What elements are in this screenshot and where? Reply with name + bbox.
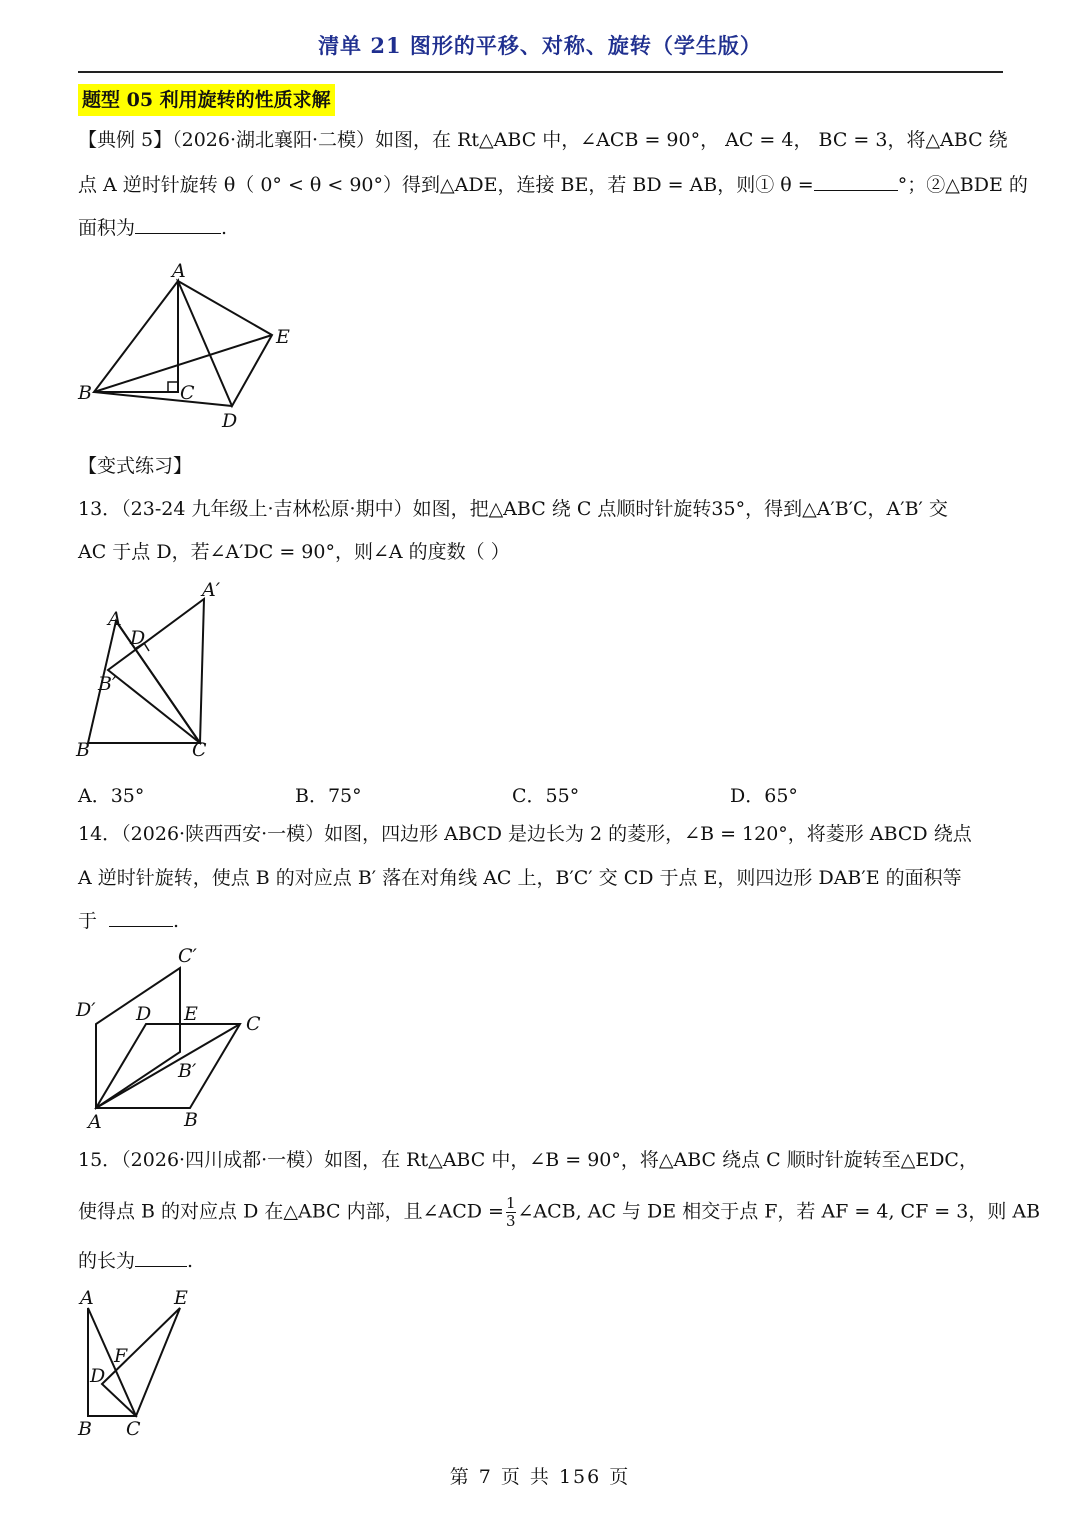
example5-line3 <box>78 213 227 242</box>
q14-line2: A 逆时针旋转，使点 B 的对应点 B′ 落在对角线 AC 上，B′C′ 交 CD 于点 E，则四边形 DAB′E 的面积等 <box>78 867 962 889</box>
q15-line3-tail: . <box>187 1250 194 1272</box>
segment-bd <box>94 392 232 406</box>
label-d: D <box>136 1003 152 1025</box>
fraction-one-third <box>506 1195 516 1230</box>
label-d: D <box>90 1365 106 1387</box>
answer-blank <box>135 213 221 234</box>
fraction-numerator: 1 <box>505 1194 516 1212</box>
figure-q14 <box>70 940 270 1135</box>
q14-line3-tail: . <box>173 910 180 932</box>
q15-line2 <box>78 1195 1040 1230</box>
label-f: F <box>114 1345 128 1367</box>
label-b: B <box>76 739 90 761</box>
page-footer: 第 7 页 共 156 页 <box>449 1466 631 1488</box>
figure-q15 <box>70 1282 210 1447</box>
answer-blank <box>135 1246 187 1267</box>
label-b: B <box>78 1418 92 1440</box>
label-c: C <box>192 739 207 761</box>
example5-line1: 【典例 5】（2026·湖北襄阳·二模）如图，在 Rt△ABC 中，∠ACB = 90°， AC = 4， BC = 3，将△ABC 绕 <box>78 129 1008 151</box>
label-e: E <box>276 326 290 348</box>
q13-option-c: C．55° <box>512 785 580 807</box>
label-e: E <box>174 1287 188 1309</box>
q13-option-b: B．75° <box>295 785 362 807</box>
label-e: E <box>184 1003 198 1025</box>
label-a: A <box>172 260 186 282</box>
fraction-denominator: 3 <box>505 1212 516 1230</box>
label-d-prime: D′ <box>76 999 96 1021</box>
answer-blank <box>109 906 173 927</box>
q13-line2: AC 于点 D，若∠A′DC = 90°，则∠A 的度数（ ） <box>78 541 510 563</box>
label-c: C <box>180 382 195 404</box>
triangle-abc <box>94 281 178 392</box>
q15-line2-text-a: 使得点 B 的对应点 D 在△ABC 内部，且∠ACD = <box>78 1200 504 1223</box>
example5-line3-text: 面积为 <box>78 217 136 239</box>
q15-line3 <box>78 1246 193 1275</box>
page-header-title: 清单 21 图形的平移、对称、旋转（学生版） <box>318 33 762 58</box>
label-a: A <box>80 1287 94 1309</box>
q13-line1: 13．（23-24 九年级上·吉林松原·期中）如图，把△ABC 绕 C 点顺时针旋转35°，得到△A′B′C，A′B′ 交 <box>78 498 948 520</box>
q14-line1: 14．（2026·陕西西安·一模）如图，四边形 ABCD 是边长为 2 的菱形，∠B = 120°，将菱形 ABCD 绕点 <box>78 823 972 845</box>
q15-line2-text-b: ∠ACB, AC 与 DE 相交于点 F，若 AF = 4, CF = 3，则 AB <box>517 1200 1041 1223</box>
diagonal-ac <box>96 1024 240 1108</box>
answer-blank <box>814 170 898 191</box>
q13-option-d: D．65° <box>730 785 798 807</box>
example5-line3-tail: . <box>221 217 228 239</box>
label-d: D <box>222 410 238 432</box>
q14-line3-text: 于 <box>78 910 98 932</box>
label-d: D <box>130 627 146 649</box>
section-tag: 题型 05 利用旋转的性质求解 <box>78 84 335 116</box>
label-b: B <box>184 1109 198 1131</box>
label-b: B <box>78 382 92 404</box>
label-b-prime: B′ <box>178 1060 197 1082</box>
label-a: A <box>108 608 122 630</box>
triangle-a1b1c <box>108 599 204 743</box>
label-c: C <box>126 1418 141 1440</box>
label-a: A <box>88 1111 102 1133</box>
example5-line2-tail: °；②△BDE 的 <box>897 174 1028 196</box>
label-c: C <box>246 1013 261 1035</box>
q13-option-a: A．35° <box>78 785 145 807</box>
figure-q13 <box>70 578 230 768</box>
example5-line2 <box>78 170 1028 199</box>
segment-ac <box>116 621 200 743</box>
q15-line1: 15．（2026·四川成都·一模）如图，在 Rt△ABC 中，∠B = 90°，将△ABC 绕点 C 顺时针旋转至△EDC， <box>78 1149 978 1171</box>
label-a-prime: A′ <box>202 579 221 601</box>
q15-line3-text: 的长为 <box>78 1250 136 1272</box>
header-divider <box>78 71 1003 73</box>
right-angle-mark <box>168 382 178 392</box>
q14-line3 <box>78 906 179 935</box>
label-c-prime: C′ <box>178 945 197 967</box>
example5-line2-text: 点 A 逆时针旋转 θ（ 0° < θ < 90°）得到△ADE，连接 BE，若 BD = AB，则① θ = <box>78 174 814 196</box>
figure-rotation-ade <box>70 255 310 435</box>
practice-heading: 【变式练习】 <box>78 455 193 477</box>
label-b-prime: B′ <box>98 673 117 695</box>
triangle-abc <box>88 1308 136 1416</box>
